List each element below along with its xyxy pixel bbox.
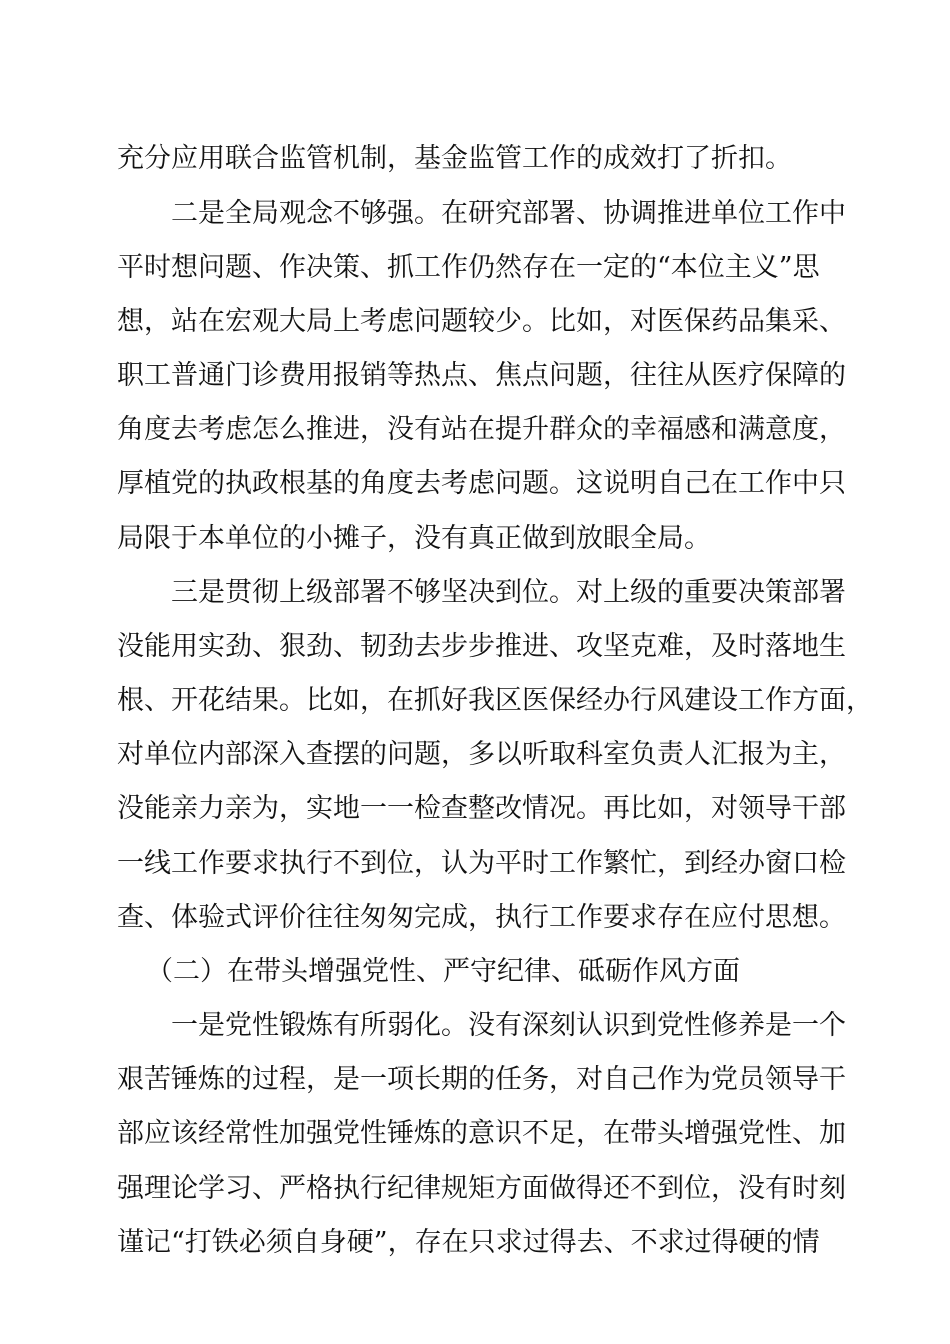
text-line: 一是党性锻炼有所弱化。没有深刻认识到党性修养是一个 (171, 1010, 846, 1041)
text-line: 查、体验式评价往往匆匆完成，执行工作要求存在应付思想。 (117, 902, 846, 933)
section-heading: （二）在带头增强党性、严守纪律、砥砺作风方面 (146, 956, 740, 987)
text-line: 没能亲力亲为，实地一一检查整改情况。再比如，对领导干部 (117, 793, 846, 824)
text-line: 平时想问题、作决策、抓工作仍然存在一定的“本位主义”思 (117, 252, 820, 283)
text-line: 厚植党的执政根基的角度去考虑问题。这说明自己在工作中只 (117, 468, 846, 499)
text-line: 部应该经常性加强党性锤炼的意识不足，在带头增强党性、加 (117, 1118, 846, 1149)
text-line: 局限于本单位的小摊子，没有真正做到放眼全局。 (117, 523, 711, 554)
text-line: 一线工作要求执行不到位，认为平时工作繁忙，到经办窗口检 (117, 848, 846, 879)
text-line: 没能用实劲、狠劲、韧劲去步步推进、攻坚克难，及时落地生 (117, 631, 846, 662)
text-line: 强理论学习、严格执行纪律规矩方面做得还不到位，没有时刻 (117, 1173, 846, 1204)
text-line: 二是全局观念不够强。在研究部署、协调推进单位工作中 (171, 198, 846, 229)
text-line: 谨记“打铁必须自身硬”，存在只求过得去、不求过得硬的情 (117, 1227, 820, 1258)
text-line: 艰苦锤炼的过程，是一项长期的任务，对自己作为党员领导干 (117, 1064, 846, 1095)
text-line: 角度去考虑怎么推进，没有站在提升群众的幸福感和满意度， (117, 414, 846, 445)
text-line: 想，站在宏观大局上考虑问题较少。比如，对医保药品集采、 (117, 306, 846, 337)
text-line: 职工普通门诊费用报销等热点、焦点问题，往往从医疗保障的 (117, 360, 846, 391)
text-line: 三是贯彻上级部署不够坚决到位。对上级的重要决策部署 (171, 577, 846, 608)
text-line: 充分应用联合监管机制，基金监管工作的成效打了折扣。 (117, 143, 792, 174)
text-line: 根、开花结果。比如，在抓好我区医保经办行风建设工作方面， (117, 685, 873, 716)
text-line: 对单位内部深入查摆的问题，多以听取科室负责人汇报为主， (117, 739, 846, 770)
